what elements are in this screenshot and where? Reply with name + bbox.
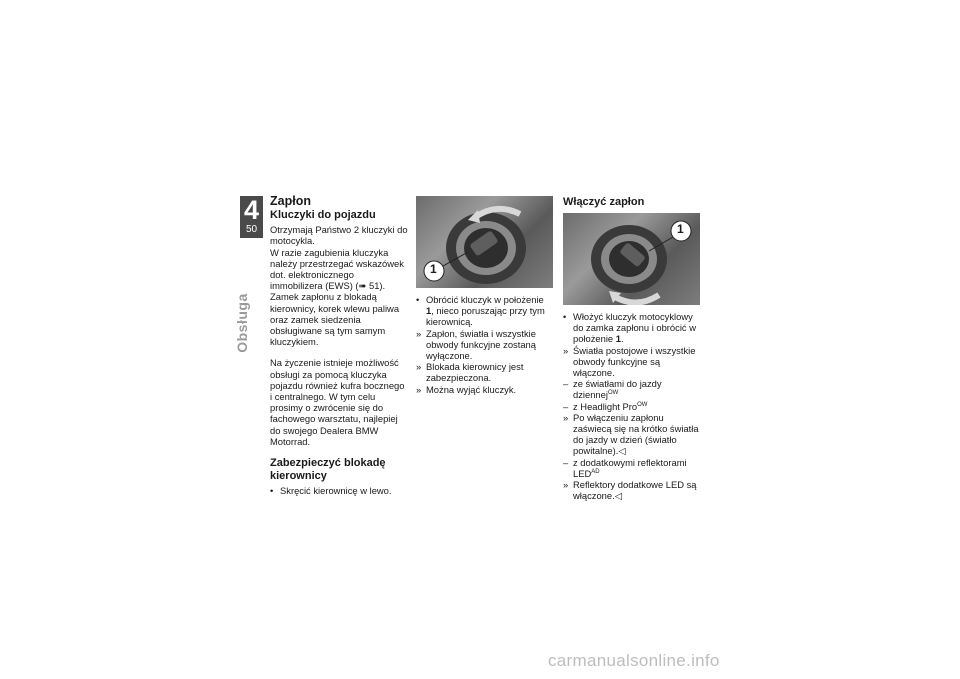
instruction-list	[416, 294, 554, 395]
list-item: – z Headlight Pro$^{OW}$	[563, 400, 648, 412]
list-item: – z dodatkowymi reflektorami $LED^{AD}$	[563, 456, 687, 479]
section-heading-ignition-on: Włączyć zapłon	[563, 196, 645, 208]
column-2	[416, 196, 554, 395]
paragraph: W razie zagubienia kluczyka należy przestrzegać wskazówek dot. elektronicznego immobilizera (EWS) (➠ 51).	[270, 246, 404, 292]
ignition-key-photo	[563, 213, 700, 305]
section-heading-steering-lock: Zabezpieczyć blokadę kierownicy	[270, 457, 386, 483]
list-item: » Światła postojowe i wszystkie obwody funkcyjne są włączone.	[563, 344, 696, 379]
ignition-lock-photo	[416, 196, 553, 288]
instruction-list	[563, 311, 701, 501]
paragraph: Na życzenie istnieje możliwość obsługi za pomocą kluczyka pojazdu również kufra bocznego i centralnego. W tym celu prosimy o zwrócenie się do fachowego warsztatu, najlepiej do swojego Dealera BMW Motorrad.	[270, 357, 405, 447]
bullet-list	[270, 485, 408, 496]
list-item: • Skręcić kierownicę w lewo.	[270, 485, 392, 497]
list-item: » Zapłon, światła i wszystkie obwody funkcyjne zostaną wyłączone.	[416, 327, 536, 362]
column-1	[270, 196, 408, 496]
page-title: Zapłon	[270, 194, 311, 208]
callout-number: 1	[677, 222, 684, 236]
list-item: – ze światłami do jazdy dziennej$^{OW}$	[563, 378, 662, 401]
chapter-title: Obsługa	[234, 293, 250, 353]
list-item: • Obrócić kluczyk w położenie 1, nieco poruszając przy tym kierownicą.	[416, 294, 545, 328]
list-item: » Można wyjąć kluczyk.	[416, 383, 517, 395]
watermark: carmanualsonline.info	[548, 651, 720, 670]
list-item: » Po włączeniu zapłonu zaświecą się na krótko światła do jazdy w dzień (światło powitalne).◁	[563, 411, 699, 457]
paragraph: Otrzymają Państwo 2 kluczyki do motocykla.	[270, 224, 408, 247]
column-3	[563, 196, 701, 501]
list-item: • Włożyć kluczyk motocyklowy do zamka zapłonu i obrócić w położenie 1.	[563, 311, 696, 345]
paragraph: Zamek zapłonu z blokadą kierownicy, korek wlewu paliwa oraz zamek siedzenia obsługiwane są tym samym kluczykiem.	[270, 291, 400, 348]
chapter-tab	[240, 196, 263, 238]
callout-number: 1	[430, 262, 437, 276]
list-item: » Reflektory dodatkowe LED są włączone.◁	[563, 479, 697, 502]
list-item: » Blokada kierownicy jest zabezpieczona.	[416, 361, 524, 384]
chapter-number: 4	[243, 195, 260, 225]
page-number: 50	[245, 224, 258, 235]
section-heading-keys: Kluczyki do pojazdu	[270, 209, 376, 222]
